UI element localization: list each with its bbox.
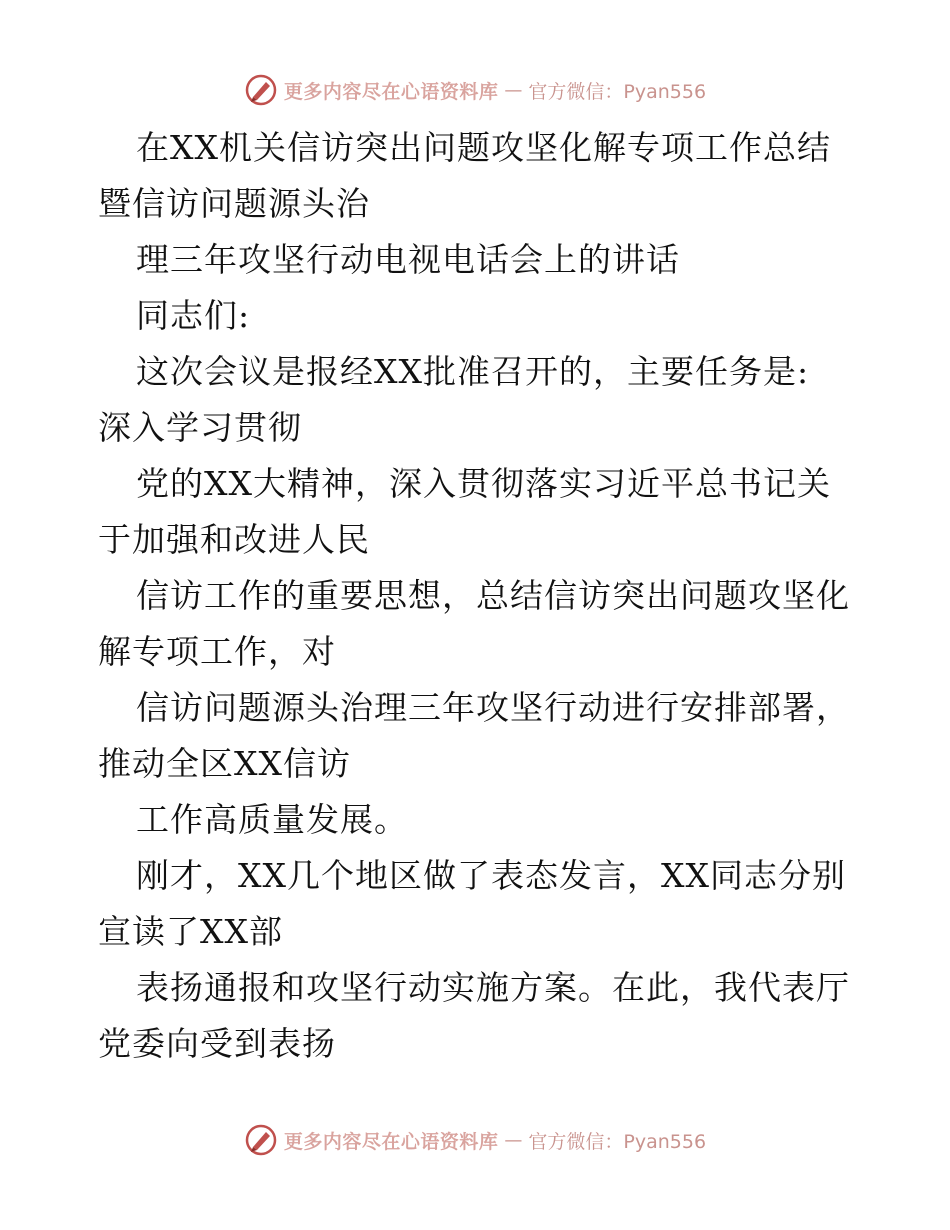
banner-dash: — <box>504 1129 523 1151</box>
text-line: 在XX机关信访突出问题攻坚化解专项工作总结 <box>136 128 831 167</box>
text-line: 宣读了XX部 <box>98 912 283 951</box>
banner-wechat: 官方微信：Pyan556 <box>528 80 707 103</box>
text-line: 表扬通报和攻坚行动实施方案。在此，我代表厅 <box>136 968 850 1007</box>
banner-wechat: 官方微信：Pyan556 <box>528 1130 707 1153</box>
text-line: 信访问题源头治理三年攻坚行动进行安排部署， <box>136 688 850 727</box>
text-line: 刚才，XX几个地区做了表态发言，XX同志分别 <box>136 856 846 895</box>
footer-watermark-banner <box>0 1120 950 1160</box>
banner-dash: — <box>504 79 523 101</box>
text-line: 信访工作的重要思想，总结信访突出问题攻坚化 <box>136 576 850 615</box>
banner-title: 更多内容尽在心语资料库 <box>283 80 499 103</box>
text-line: 党的XX大精神，深入贯彻落实习近平总书记关 <box>136 464 831 503</box>
text-line: 于加强和改进人民 <box>98 520 370 559</box>
pen-logo-icon <box>244 73 278 107</box>
text-line: 工作高质量发展。 <box>136 800 408 839</box>
text-line: 理三年攻坚行动电视电话会上的讲话 <box>136 240 680 279</box>
text-line: 解专项工作，对 <box>98 632 336 671</box>
text-line: 同志们: <box>136 296 251 335</box>
banner-title: 更多内容尽在心语资料库 <box>283 1130 499 1153</box>
text-line: 这次会议是报经XX批准召开的，主要任务是: <box>136 352 810 391</box>
document-body <box>98 120 858 1072</box>
text-line: 党委向受到表扬 <box>98 1024 336 1063</box>
text-line: 推动全区XX信访 <box>98 744 351 783</box>
header-watermark-banner <box>0 70 950 110</box>
pen-logo-icon <box>244 1123 278 1157</box>
text-line: 暨信访问题源头治 <box>98 184 370 223</box>
text-line: 深入学习贯彻 <box>98 408 302 447</box>
